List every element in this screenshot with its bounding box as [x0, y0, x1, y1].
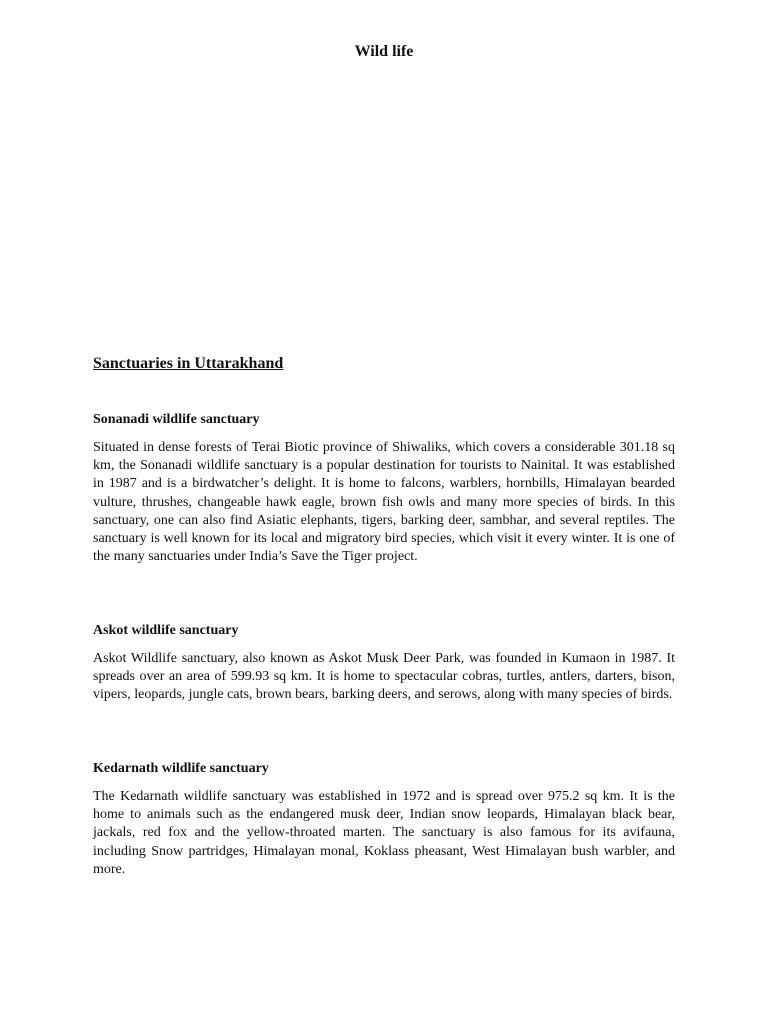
document-title: Wild life [354, 43, 414, 60]
askot-paragraph: Askot Wildlife sanctuary, also known as Askot Musk Deer Park, was founded in Kumaon in 1987. It spreads over an area of 599.93 sq km. It is home to spectacular cobras, turtles, antlers, darters, bison, vipers, leopards, jungle cats, brown bears, barking deers, and serows, along with many species of birds. [93, 651, 675, 703]
sonanadi-paragraph: Situated in dense forests of Terai Biotic province of Shiwaliks, which covers a considerable 301.18 sq km, the Sonanadi wildlife sanctuary is a popular destination for tourists to Nainital. It was established in 1987 and is a birdwatcher’s delight. It is home to falcons, warblers, hornbills, Himalayan bearded vulture, thrushes, changeable hawk eagle, brown fish owls and many more species of birds. In this sanctuary, one can also find Asiatic elephants, tigers, barking deer, sambhar, and several reptiles. The sanctuary is well known for its local and migratory bird species, which visit it every winter. It is one of the many sanctuaries under India’s Save the Tiger project. [93, 440, 675, 565]
askot-heading: Askot wildlife sanctuary [93, 623, 239, 638]
kedarnath-heading: Kedarnath wildlife sanctuary [93, 761, 269, 776]
sonanadi-heading: Sonanadi wildlife sanctuary [93, 412, 260, 427]
section-heading: Sanctuaries in Uttarakhand [93, 355, 284, 372]
kedarnath-paragraph: The Kedarnath wildlife sanctuary was established in 1972 and is spread over 975.2 sq km. It is the home to animals such as the endangered musk deer, Indian snow leopards, Himalayan black bear, jackals, red fox and the yellow-throated marten. The sanctuary is also famous for its avifauna, including Snow partridges, Himalayan monal, Koklass pheasant, West Himalayan bush warbler, and more. [93, 789, 675, 877]
